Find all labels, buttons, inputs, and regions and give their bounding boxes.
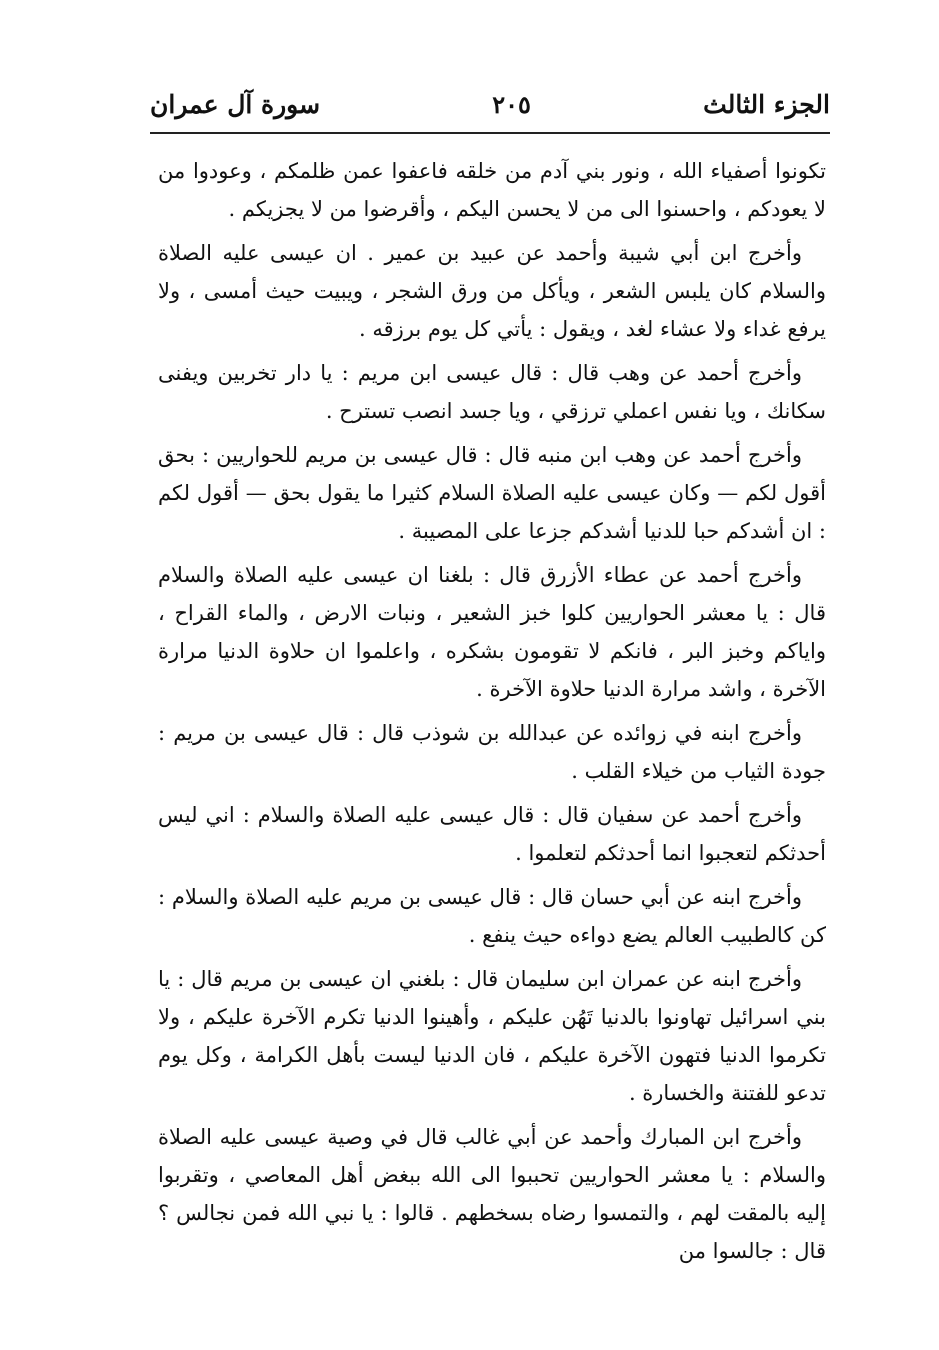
paragraph: وأخرج ابن المبارك وأحمد عن أبي غالب قال في وصية عيسى عليه الصلاة والسلام : يا معشر الحواريين تحببوا الى الله ببغض أهل المعاصي ، وتقربوا إليه بالمقت لهم ، والتمسوا رضاه بسخطهم . قالوا : يا نبي الله فمن نجالس ؟ قال : جالسوا من	[158, 1125, 826, 1263]
paragraph: وأخرج ابنه عن عمران ابن سليمان قال : بلغني ان عيسى بن مريم قال : يا بني اسرائيل تهاونوا بالدنيا تَهُن عليكم ، وأهينوا الدنيا تكرم الآخرة عليكم ، ولا تكرموا الدنيا فتهون الآخرة عليكم ، فان الدنيا ليست بأهل الكرامة ، وكل يوم تدعو للفتنة والخسارة .	[158, 967, 826, 1105]
paragraph: وأخرج ابن أبي شيبة وأحمد عن عبيد بن عمير . ان عيسى عليه الصلاة والسلام كان يلبس الشعر ، ويأكل من ورق الشجر ، ويبيت حيث أمسى ، ولا يرفع غداء ولا عشاء لغد ، ويقول : يأتي كل يوم برزقه .	[158, 241, 826, 341]
page-number: ٢٠٥	[492, 89, 531, 119]
volume-title: الجزء الثالث	[703, 89, 830, 119]
body-text	[158, 152, 826, 1276]
paragraph: وأخرج أحمد عن وهب قال : قال عيسى ابن مريم : يا دار تخربين ويفنى سكانك ، ويا نفس اعملي ترزقي ، ويا جسد انصب تسترح .	[158, 361, 826, 423]
paragraph: تكونوا أصفياء الله ، ونور بني آدم من خلقه فاعفوا عمن ظلمكم ، وعودوا من لا يعودكم ، واحسنوا الى من لا يحسن اليكم ، وأقرضوا من لا يجزيكم .	[158, 159, 826, 221]
paragraph: وأخرج ابنه في زوائده عن عبدالله بن شوذب قال : قال عيسى بن مريم : جودة الثياب من خيلاء القلب .	[158, 721, 826, 783]
paragraph: وأخرج أحمد عن سفيان قال : قال عيسى عليه الصلاة والسلام : اني ليس أحدثكم لتعجبوا انما أحدثكم لتعلموا .	[158, 803, 826, 865]
running-header	[150, 84, 830, 124]
paragraph: وأخرج أحمد عن وهب ابن منبه قال : قال عيسى بن مريم للحواريين : بحق أقول لكم — وكان عيسى عليه الصلاة السلام كثيرا ما يقول بحق — أقول لكم : ان أشدكم حبا للدنيا أشدكم جزعا على المصيبة .	[158, 443, 826, 543]
header-divider	[150, 132, 830, 134]
chapter-title: سورة آل عمران	[150, 89, 321, 119]
paragraph: وأخرج ابنه عن أبي حسان قال : قال عيسى بن مريم عليه الصلاة والسلام : كن كالطبيب العالم يضع دواءه حيث ينفع .	[158, 885, 826, 947]
paragraph: وأخرج أحمد عن عطاء الأزرق قال : بلغنا ان عيسى عليه الصلاة والسلام قال : يا معشر الحواريين كلوا خبز الشعير ، ونبات الارض ، والماء القراح ، واياكم وخبز البر ، فانكم لا تقومون بشكره ، واعلموا ان حلاوة الدنيا مرارة الآخرة ، واشد مرارة الدنيا حلاوة الآخرة .	[158, 563, 826, 701]
